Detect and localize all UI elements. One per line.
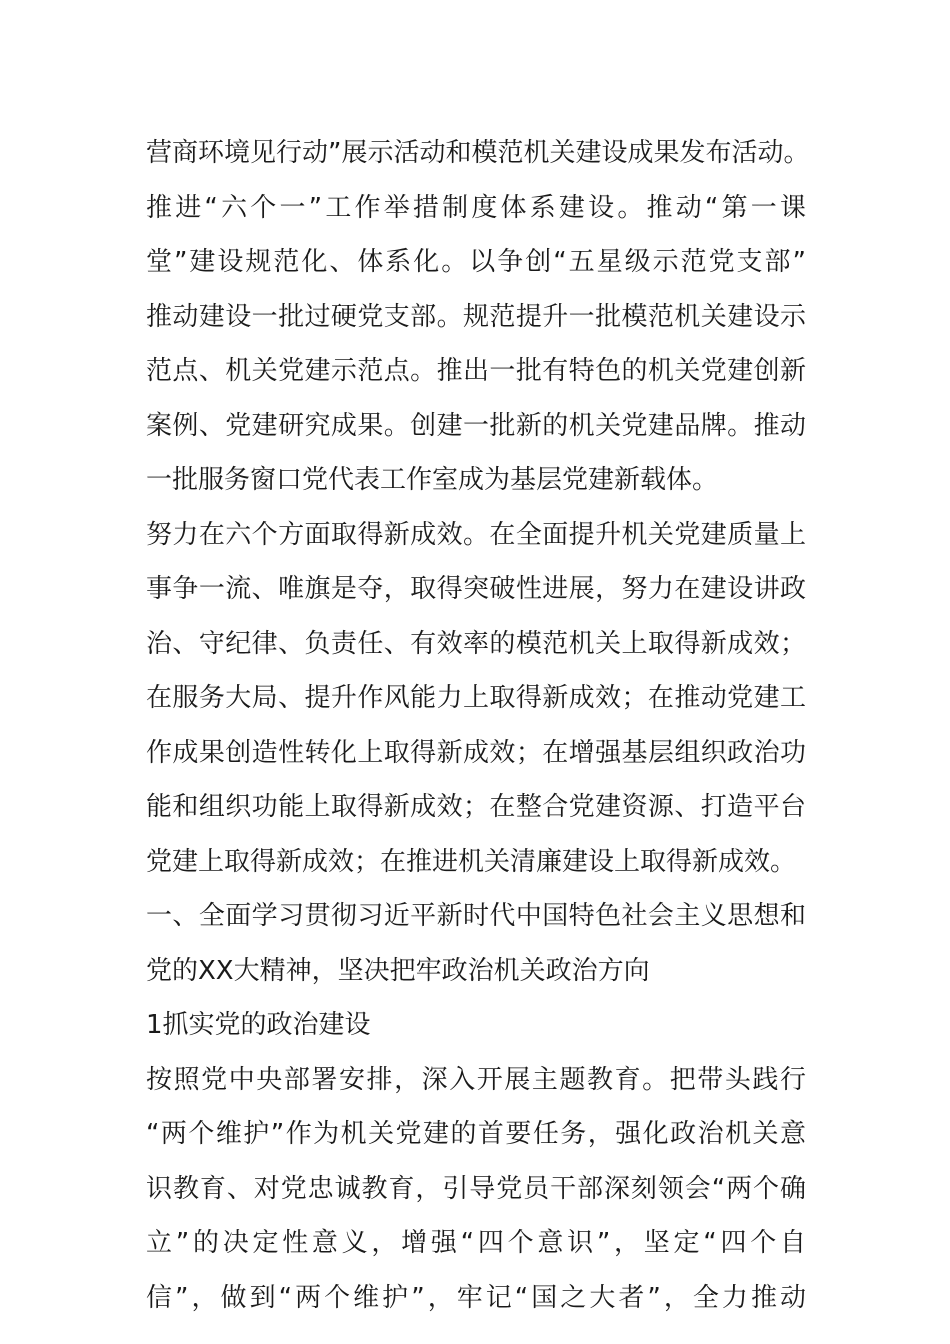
- text-line: 信”，做到“两个维护”，牢记“国之大者”，全力推动: [146, 1282, 806, 1313]
- document-body: [146, 126, 810, 1325]
- text-line: 能和组织功能上取得新成效；在整合党建资源、打造平台: [146, 792, 806, 822]
- text-line: 一批服务窗口党代表工作室成为基层党建新载体。: [146, 465, 719, 495]
- subsection-heading: 1抓实党的政治建设: [146, 1010, 371, 1040]
- text-line: 范点、机关党建示范点。推出一批有特色的机关党建创新: [146, 356, 806, 386]
- text-line: “两个维护”作为机关党建的首要任务，强化政治机关意: [146, 1119, 806, 1149]
- text-line: 党建上取得新成效；在推进机关清廉建设上取得新成效。: [146, 846, 797, 877]
- text-line: 推动建设一批过硬党支部。规范提升一批模范机关建设示: [146, 301, 806, 332]
- text-line: 堂”建设规范化、体系化。以争创“五星级示范党支部”: [146, 247, 806, 277]
- text-line: 识教育、对党忠诚教育，引导党员干部深刻领会“两个确: [146, 1173, 806, 1204]
- text-line: 案例、党建研究成果。创建一批新的机关党建品牌。推动: [146, 410, 806, 441]
- text-line: 治、守纪律、负责任、有效率的模范机关上取得新成效；: [146, 628, 806, 659]
- text-line: 事争一流、唯旗是夺，取得突破性进展，努力在建设讲政: [146, 574, 806, 604]
- text-line: 营商环境见行动”展示活动和模范机关建设成果发布活动。: [146, 138, 810, 168]
- text-line: 推进“六个一”工作举措制度体系建设。推动“第一课: [146, 192, 806, 223]
- text-line: 在服务大局、提升作风能力上取得新成效；在推动党建工: [146, 683, 806, 713]
- section-heading: 一、全面学习贯彻习近平新时代中国特色社会主义思想和: [146, 901, 806, 931]
- text-line: 按照党中央部署安排，深入开展主题教育。把带头践行: [146, 1064, 806, 1095]
- text-line: 努力在六个方面取得新成效。在全面提升机关党建质量上: [146, 519, 806, 550]
- text-line: 作成果创造性转化上取得新成效；在增强基层组织政治功: [146, 737, 806, 768]
- section-heading: 党的XX大精神，坚决把牢政治机关政治方向: [146, 955, 650, 986]
- text-line: 立”的决定性意义，增强“四个意识”，坚定“四个自: [146, 1228, 806, 1258]
